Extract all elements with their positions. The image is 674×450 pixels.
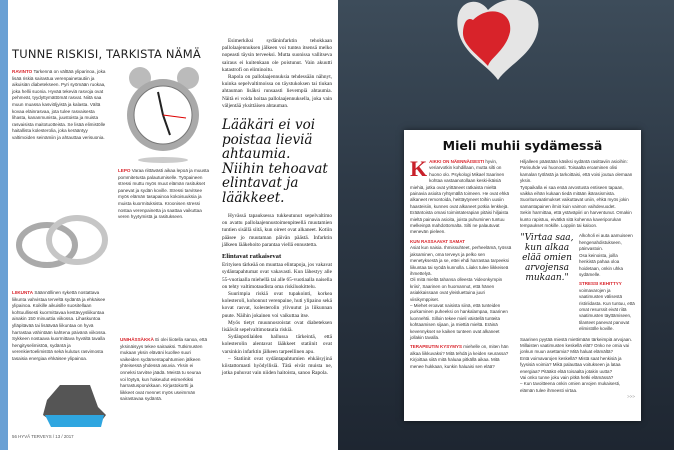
lead-text: hyvin, veriarvotkin kohdillaan, mutta silti on huono olo. Psykologi Mikael Saarinen kohtaa vastaanotollaan keski-ikäisiä miehiä, jotka ovat yrittäneet ratkaista mieltä painavia asioita ryhtymällä toimeen. He ovat ehkä alkaneet remontoida, heittäytyneet töihin uusiin haasteisiin, kunnes ovat alkaneet potkia lenkkejä. Erääntoista omasi toimintaterapian pitäisi hiljaista mieltä painavia asioita, joista puhuminen tuntuu melkeinpä mahdottomalta. Silti ne palautuvat menevän pieleen.	[410, 159, 510, 235]
paragraph: Työpaikalla ei saa enää arvostusta entiseen tapaan, vaikka eihän kukaan tiedä mitään ikärasismista. Suoritusvaatimukset vaikuttavat uniin, ehkä myös jokin samantapainen ilmiö kuin vaimon vaihdevuodet.	[520, 184, 629, 209]
lepo-label: LEPO	[118, 168, 131, 173]
paragraph: Rapola on pallolaajennuksia tehdessään nähnyt, kuinka sepelvaltimoissa on täystukoksen tai tiukan ahtauman lisäksi runsaasti lievempiä ahtaumia. Näitä ei voida hoitaa pallolaajennuksella, joka vain väljentää yksittäisen ahtauman.	[222, 74, 332, 109]
lead-label: AIKKI ON NÄENNÄISESTI	[429, 159, 485, 164]
page-footer: 56 HYVÄ TERVEYS / 13 / 2017	[12, 434, 74, 439]
paragraph: Sekin harmittaa, että ystäväpiiri on harventunut. Omakin kunto rapistuu, eivätkä sitä kohenna kaveriporukan tempaukset mökille. Loppiin tai kaloon.	[520, 210, 632, 229]
paragraph: Osa keinoista, joilla henkistä pahaa oloa hoidetaan, onkin uhka sydämelle.	[579, 252, 624, 277]
drop-cap: K	[410, 156, 428, 181]
paragraph: Asiat kun naisia. Ihmissuhteet, perheelämä, työssä jaksaminen, oma terveys ja pelko sen menetyksestä ja se, ettei ehdi harrastaa tarpeeksi liikuntaa tai syödä kunnolla. Liiaks tulee liikkeiseä ihmettelyä.	[410, 245, 512, 276]
liikunta-section	[12, 290, 112, 363]
paragraph: Alkoholi ei auta aamuiseen hengenahdistukseen, päinvastoin.	[579, 233, 633, 252]
section-heading: TERAPEUTIN KYSYMYS	[410, 344, 463, 350]
continue-arrows: >>>	[627, 394, 635, 400]
paragraph: Hyvässä tapauksessa tukkeutunut sepelvaltimo on avattu pallolaajennustoimenpiteellä muutamien tuntien sisällä siitä, kun oireet ovat alkaneet. Kotiin pääsee jo muutaman päivän päästä. Infarktin jälkeen lääkehoito parantaa viellä ennustetta.	[222, 213, 332, 248]
paragraph: Sydänpotilaiden hallussa tärkeintä, että kolesterolin alentavat lääkkeet statiinit ovat varsinkin infarktin jälkeen tarpeellinen apu.	[222, 334, 332, 355]
paragraph: Myös tietyt muunnosroistat ovat diabeteksen lisäävät sepelvaltimotautia riskiä.	[222, 319, 332, 334]
ravinto-text: Tarkennä on välttää yliparinoa, joka lisää riskiä sairastua verenpainetautiin ja aikuisiän diabetekseen. Pyri syömään ruokaa, joka hellii suonia. Hyvää tekeviä rasvoja ovat pehmeät, tyydyttymättömät rasvat. Niitä saa muun muassa kasviöljyistä ja kalasta. Vältä kovaa eläinrasvaa, jota tulee rasvaisesta lihasta, kananmunista, juustoista ja muista rasvaisista maitotuotteista. Se lisää elimistölle haitallista kolesterolia, joka kerääntyy valtimoiden seinämiin ja ahtauttaa verisuonia.	[12, 69, 106, 140]
alarm-clock-image	[118, 60, 208, 165]
paragraph: Millaisten vaatimusten keskellä elät? Onko ne omia vai jonkun muun asettamia? Mitä haluat elämältä?	[520, 342, 630, 355]
paragraph: Erityisen tärkeää on muuttaa elintapoja, jos vakavat sydäntapahtumat ovat vakavasti. Kun lähestyy alle 55-vuotiaalla miehellä tai alle 65-vuotiaalla naisella on tehty valtimotaudista oma riskiluokittelu.	[222, 262, 332, 290]
section-heading: KUN RASSAAVAT SAMAT	[410, 238, 465, 244]
section-heading: STRESSI KEHITTYY	[579, 281, 622, 287]
paragraph: – Miehet eroavat naisista siinä, että tunteiden purkaminen puheeksi on hankalampaa, Saarinen luonnehtii. Silloin tekee mieli väistellä tunteita kohtaamisen sijaan, ja miettiä mieltä. Eräinä kevennykset se kaiken tunteen ovat alkaneet jollakin tavalla.	[410, 302, 508, 340]
column-2	[520, 159, 635, 401]
ravinto-section	[12, 69, 108, 142]
rings-image	[12, 200, 112, 280]
paragraph: – Statiinit ovat sydäntapahtumien ehkäisyjinä kiistattomasti hyödyllisiä. Tätä eivät muista ne, jotka puhuvat vain niiden haitoista, sanoo Rapola.	[222, 355, 332, 377]
page-edge-band	[0, 0, 8, 450]
pull-quote: Lääkäri ei voi poistaa lieviä ahtaumia. Niihin tehoavat elintavat ja lääkkeet.	[222, 117, 328, 206]
ravinto-label: RAVINTO	[12, 69, 33, 74]
unihassakka-section	[120, 337, 208, 403]
lepo-section	[118, 168, 210, 221]
paragraph: Esimerkiksi sydäninfarktin tehokkaan pallolaajennuksen jälkeen voi tuntea itsensä melko nopeasti täysin terveeksi. Mutta suonissa vallitseva sairaus ei kuitenkaan ole poistunut. Vain akuutti katastrofi on eliminoitu.	[222, 38, 332, 73]
unihassakka-text: Ei olei liiotella sanoa, että yksinäisyys tekee sairaaksi. Tutkimusten mukaan yksin eläväni kuollee suuri vaikeiden sydämentapahtumien jälkeen yhteisessä yhdessä asuvia. Yksin ei onneksi tarvitse jäädä. Meistä tu seuraa voi löytyä, kun hakeudut esimerkiksi harrastusporukkaan. Kirjastokortti ja liikkeet ovat mennet myös useimmän sairastavaa sydäntä.	[120, 337, 208, 402]
article-card	[404, 130, 641, 421]
heart-image	[338, 0, 674, 140]
liikunta-text: Säännöllinen sykettä nostattava liikunta vahvistaa terveltä sydäntä ja ehkäisee ylipainoa. Koikille aikuisille suositellaan kohtuullisesti kuormittavaa kestävyysliikuntaa ainakin 150 minuuttia viikossa. Lihaskuntoa ylläpitävää tai lisäävää liikuntaa on hyvä harrastaa vähintään kahtena päivänä viikossa. Sykkeen nostaava kuormittava hyvältä tavalla hengityselimistöä, sydäntä ja verenkiertoelimistöä sekä kulutus rasvimosta tasaisia energiaa ehkäisee ylipainoa.	[12, 290, 107, 361]
paragraph: – Kun tavoitteena onkin omien arvojen mukaisesti, elämän tulee ihmeesti virtaa.	[520, 381, 621, 393]
paragraph: Oli mitä mieltä tahansa olleesta 'videonkympin kriisi', Saarinen on huomannut, että hänen asiakkaissaan ovat yleisluettuina juuri viisikymppiset.	[410, 277, 503, 302]
paragraph: Vai onko tunne joku vain pitkä hetki elämässä?	[520, 375, 614, 380]
left-page-title: TUNNE RISKISI, TARKISTA NÄMÄ	[12, 47, 201, 61]
liikunta-label: LIIKUNTA	[12, 290, 34, 295]
sneaker-image	[40, 385, 110, 430]
paragraph: miehelle on, miten hän alkaa liikkuvaksi? Mitä tehdä ja keiden seurassa? Kirjoittaa siitä mitä haluaa pitkällä aikaa. Mitä menee hukkaan, kunkin haluaisi sen elää?	[410, 344, 509, 369]
paragraph: Suurimpia riskiä ovat tupakointi, korkea kolesteroli, kohonnut verenpaine, huti ylipaino sekä kovat rasvat, kolesterolin ylivuutut ja liikunnan puute. Näihin jokainen voi vaikuttaa itse.	[222, 291, 332, 319]
main-column	[222, 38, 332, 378]
unihassakka-label: UNIHÄSSÄKKÄ	[120, 337, 154, 342]
column-1	[410, 156, 514, 370]
column-3	[579, 233, 635, 332]
paragraph: Entä voimavarojen keskellä? Mistä saat henkisiä ja fyysisiä voimia? Mikä palauttaa voitukseen ja lataa energiaa? Pitääkö elää toisaalta jotakin uutta?	[520, 355, 622, 374]
subheading: Elintavat ratkaisevat	[222, 253, 282, 261]
paragraph: voimavarojen ja vaatimusten välisestä ristiriidasta. Kun tuntuu, että omat resurssit eivät riitä vaatimusten täyttämiseen, tilanteet panevat panovat elimistölle koville.	[579, 287, 635, 332]
paragraph: Saarinen pyytää miestä miettimään tärkeimpiä arvojaan.	[520, 336, 633, 342]
article-pull-quote: "Virtaa saa, kun alkaa elää omien arvojensa mukaan."	[520, 233, 574, 284]
paragraph: Hiljalleen päästään käsiksi sydäntä rasittaviin asioihin: Parisuhde voi huonosti. Toisaalta eroaminen olisi kamalan työlästä ja tarkoittaisi, että voisi joutua olemaan yksin.	[520, 159, 633, 184]
lepo-text: Varaa riittävästi aikaa lepoä ja muusta pommitetusta palautumiselle. Työpaineen stressi muttu myös muut elämän rasitukset panevat ja sydän koville. Stressi tarvitsee myös elämän tasapainoa kokoisuuksia ja muista kuormituksista. Kroonisen stressi nostaa verenpainetta ja saattaa vaikuttaa veren hyytymistä ja rasitukseen.	[118, 168, 210, 220]
article-title: Mieli muhii sydämessä	[442, 138, 603, 153]
